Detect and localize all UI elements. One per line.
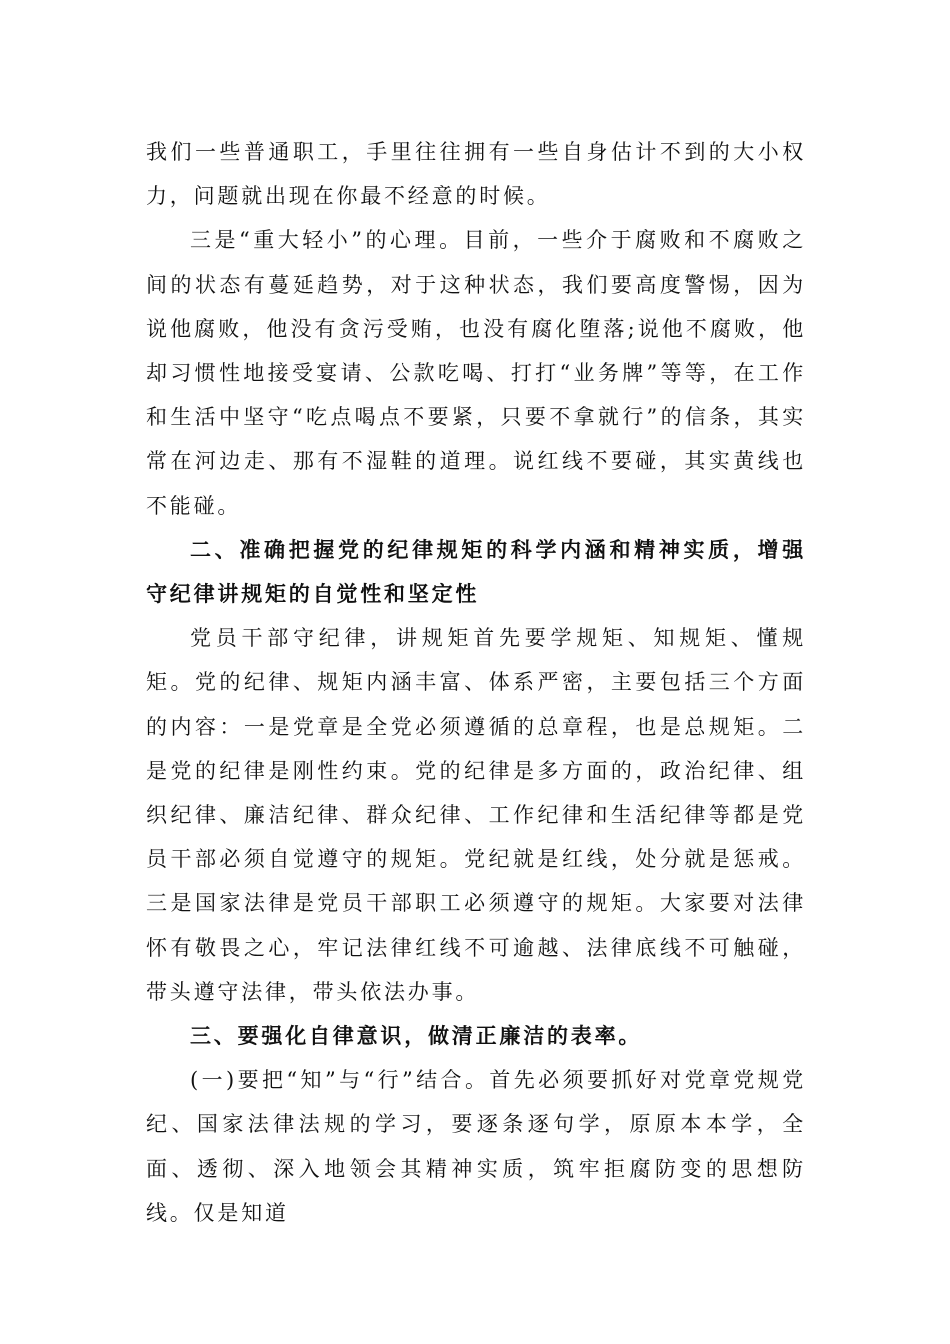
paragraph-discipline-rules: 党员干部守纪律，讲规矩首先要学规矩、知规矩、懂规矩。党的纪律、规矩内涵丰富、体系严密，主要包括三个方面的内容：一是党章是全党必须遵循的总章程，也是总规矩。二是党的纪律是刚性约束。党的纪律是多方面的，政治纪律、组织纪律、廉洁纪律、群众纪律、工作纪律和生活纪律等都是党员干部必须自觉遵守的规矩。党纪就是红线，处分就是惩戒。三是国家法律是党员干部职工必须遵守的规矩。大家要对法律怀有敬畏之心，牢记法律红线不可逾越、法律底线不可触碰，带头遵守法律，带头依法办事。 xyxy=(146,626,806,1004)
section-heading-two: 二、准确把握党的纪律规矩的科学内涵和精神实质，增强守纪律讲规矩的自觉性和坚定性 xyxy=(146,536,806,607)
paragraph-third-mentality: 三是“重大轻小”的心理。目前，一些介于腐败和不腐败之间的状态有蔓延趋势，对于这种状态，我们要高度警惕，因为说他腐败，他没有贪污受贿，也没有腐化堕落;说他不腐败，他却习惯性地接受宴请、公款吃喝、打打“业务牌”等等，在工作和生活中坚守“吃点喝点不要紧，只要不拿就行”的信条，其实常在河边走、那有不湿鞋的道理。说红线不要碰，其实黄线也不能碰。 xyxy=(146,228,806,518)
paragraph-continuation: 我们一些普通职工，手里往往拥有一些自身估计不到的大小权力，问题就出现在你最不经意的时候。 xyxy=(146,140,806,209)
document-body xyxy=(146,130,806,1235)
paragraph-knowledge-action: (一)要把“知”与“行”结合。首先必须要抓好对党章党规党纪、国家法律法规的学习，要逐条逐句学，原原本本学，全面、透彻、深入地领会其精神实质，筑牢拒腐防变的思想防线。仅是知道 xyxy=(146,1068,806,1225)
section-heading-three: 三、要强化自律意识，做清正廉洁的表率。 xyxy=(190,1023,643,1049)
